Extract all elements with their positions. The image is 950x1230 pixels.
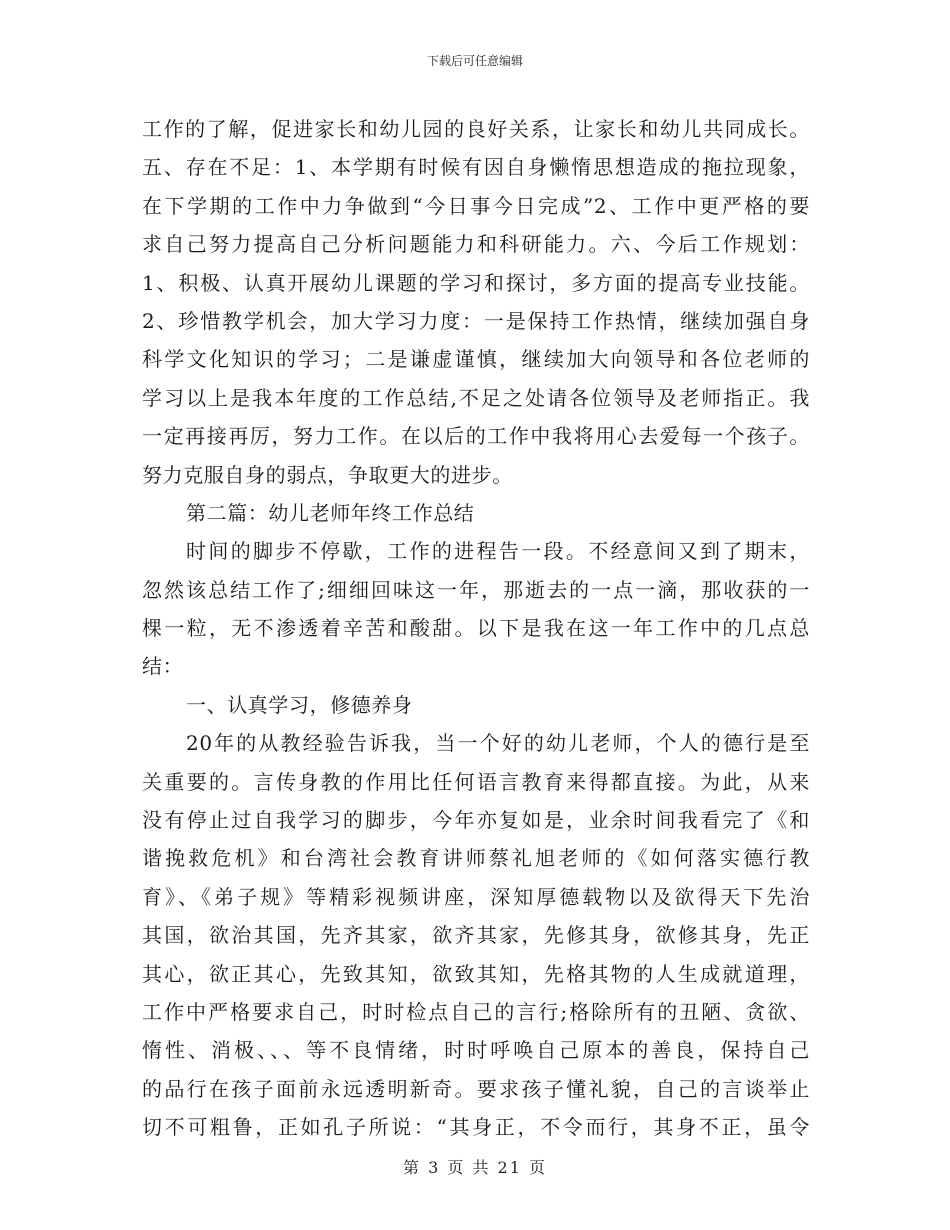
text-line: 2、珍惜教学机会，加大学习力度：一是保持工作热情，继续加强自身	[142, 308, 810, 333]
text-line: 在下学期的工作中力争做到“今日事今日完成”2、工作中更严格的要	[142, 193, 810, 218]
text-line: 的品行在孩子面前永远透明新奇。要求孩子懂礼貌，自己的言谈举止	[142, 1076, 810, 1101]
text-line: 其心，欲正其心，先致其知，欲致其知，先格其物的人生成就道理，	[142, 961, 810, 986]
text-line: 工作中严格要求自己，时时检点自己的言行;格除所有的丑陋、贪欲、	[142, 999, 810, 1024]
text-line: 结：	[142, 654, 184, 679]
text-line: 切不可粗鲁，正如孔子所说：“其身正，不令而行，其身不正，虽令	[142, 1115, 810, 1140]
document-body	[142, 110, 810, 1147]
text-line: 五、存在不足：1、本学期有时候有因自身懒惰思想造成的拖拉现象，	[142, 155, 810, 180]
text-line: 没有停止过自我学习的脚步，今年亦复如是，业余时间我看完了《和	[142, 808, 810, 833]
text-line: 惰性、消极、、、等不良情绪，时时呼唤自己原本的善良，保持自己	[142, 1038, 810, 1063]
section-heading: 第二篇：幼儿老师年终工作总结	[186, 500, 475, 525]
text-line: 谐挽救危机》和台湾社会教育讲师蔡礼旭老师的《如何落实德行教	[142, 846, 810, 871]
section-heading: 一、认真学习，修德养身	[186, 692, 413, 717]
text-line: 工作的了解，促进家长和幼儿园的良好关系，让家长和幼儿共同成长。	[142, 117, 810, 141]
text-line: 学习以上是我本年度的工作总结,不足之处请各位领导及老师指正。我	[142, 385, 810, 410]
text-line: 棵一粒，无不渗透着辛苦和酸甜。以下是我在这一年工作中的几点总	[142, 616, 810, 641]
text-line: 忽然该总结工作了;细细回味这一年，那逝去的一点一滴，那收获的一	[142, 577, 810, 602]
text-line: 求自己努力提高自己分析问题能力和科研能力。六、今后工作规划：	[142, 232, 810, 257]
text-line: 20年的从教经验告诉我，当一个好的幼儿老师，个人的德行是至	[186, 731, 810, 756]
text-line: 时间的脚步不停歇，工作的进程告一段。不经意间又到了期末，	[186, 539, 810, 564]
text-line: 育》、《弟子规》等精彩视频讲座，深知厚德载物以及欲得天下先治	[142, 884, 810, 909]
text-line: 1、积极、认真开展幼儿课题的学习和探讨，多方面的提高专业技能。	[142, 270, 810, 295]
page-number: 第 3 页 共 21 页	[403, 1158, 547, 1177]
text-line: 努力克服自身的弱点，争取更大的进步。	[142, 462, 513, 487]
text-line: 一定再接再厉，努力工作。在以后的工作中我将用心去爱每一个孩子。	[142, 424, 810, 449]
text-line: 关重要的。言传身教的作用比任何语言教育来得都直接。为此，从来	[142, 769, 810, 794]
text-line: 科学文化知识的学习；二是谦虚谨慎，继续加大向领导和各位老师的	[142, 347, 810, 372]
text-line: 其国，欲治其国，先齐其家，欲齐其家，先修其身，欲修其身，先正	[142, 923, 810, 948]
page-header: 下载后可任意编辑	[426, 54, 523, 68]
